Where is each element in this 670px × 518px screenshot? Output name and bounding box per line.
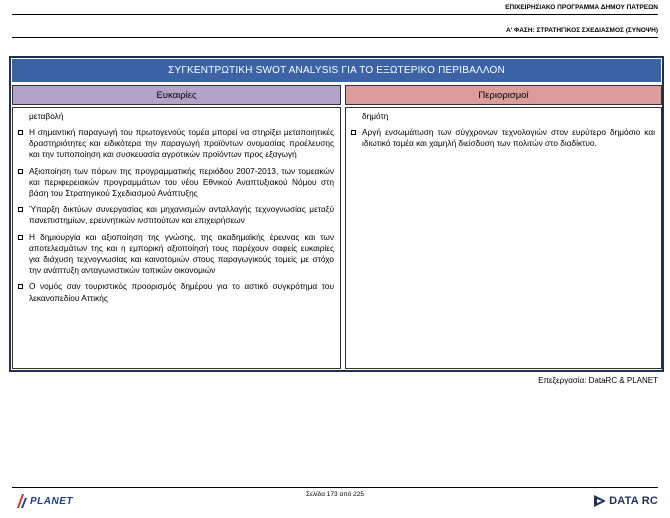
opportunity-text: Ο νομός σαν τουριστικός προορισμός δημέρου για το αστικό συγκρότημα του λεκανοπεδίου Αττικής	[29, 281, 334, 303]
constraint-text: Αργή ενσωμάτωση των σύγχρονων τεχνολογιών στον ευρύτερο δημόσιο και ιδιωτικό τομέα και χαμηλή διείσδυση των πολιτών στο διαδίκτυο.	[362, 127, 655, 149]
datarc-logo	[593, 492, 658, 510]
opportunity-item	[18, 166, 334, 200]
swot-table-title: ΣΥΓΚΕΝΤΡΩΤΙΚΗ SWOT ANALYSIS ΓΙΑ ΤΟ ΕΞΩΤΕΡΙΚΟ ΠΕΡΙΒΑΛΛΟΝ	[12, 59, 661, 82]
opportunity-item	[18, 127, 334, 161]
planet-logo-icon	[14, 493, 28, 509]
header-program-title: ΕΠΙΧΕΙΡΗΣΙΑΚΟ ΠΡΟΓΡΑΜΜΑ ΔΗΜΟΥ ΠΑΤΡΕΩΝ	[505, 4, 658, 11]
constraints-column	[345, 107, 662, 369]
bullet-square-icon	[18, 207, 23, 212]
page-number: Σελίδα 173 από 225	[306, 491, 364, 498]
opportunities-continued-text: μεταβολή	[29, 111, 64, 121]
constraints-continued-text: δημότη	[362, 111, 389, 121]
opportunity-text: Η σημαντική παραγωγή του πρωτογενούς τομέα μπορεί να στηρίξει μεταποιητικές δραστηριότητες και ειδικότερα την παραγωγή προϊόντων ονομασίας προέλευσης και την τυποποίηση και συσκευασία αγροτικών προϊόντων προς εξαγωγή	[29, 127, 334, 160]
bullet-square-icon	[351, 130, 356, 135]
opportunity-item	[18, 204, 334, 226]
source-note: Επεξεργασία: DataRC & PLANET	[538, 376, 658, 385]
constraints-heading: Περιορισμοί	[345, 85, 662, 105]
header-divider-bottom	[12, 37, 658, 38]
opportunities-heading: Ευκαιρίες	[12, 85, 341, 105]
opportunity-text: Ύπαρξη δικτύων συνεργασίας και μηχανισμών ανταλλαγής τεχνογνωσίας μεταξύ πανεπιστημίων, ερευνητικών ινστιτούτων και επιχειρήσεων	[29, 204, 334, 226]
opportunity-item	[18, 232, 334, 277]
datarc-logo-icon	[593, 493, 607, 509]
swot-table	[9, 56, 664, 372]
opportunity-item	[18, 281, 334, 303]
opportunity-text: Αξιοποίηση των πόρων της προγραμματικής περιόδου 2007-2013, των τομεακών και περιφερειακών προγραμμάτων του νέου Εθνικού Αναπτυξιακού Νόμου στη βάση του Στρατηγικού Σχεδιασμού Ανάπτυξης	[29, 165, 334, 199]
opportunities-column	[12, 107, 341, 369]
footer-divider	[12, 487, 658, 488]
planet-logo	[14, 492, 73, 510]
constraint-item	[351, 127, 655, 149]
datarc-logo-text: DATA RC	[609, 495, 658, 507]
bullet-square-icon	[18, 235, 23, 240]
bullet-square-icon	[18, 284, 23, 289]
header-divider-top	[12, 14, 658, 15]
bullet-square-icon	[18, 130, 23, 135]
bullet-square-icon	[18, 169, 23, 174]
planet-logo-text: PLANET	[30, 495, 73, 507]
header-phase-title: Α' ΦΑΣΗ: ΣΤΡΑΤΗΓΙΚΟΣ ΣΧΕΔΙΑΣΜΟΣ (ΣΥΝΟΨΗ)	[506, 27, 658, 34]
opportunity-text: Η δημιουργία και αξιοποίηση της γνώσης, της ακαδημαϊκής έρευνας και των αποτελεσμάτων της και η εμπορική αξιοποίησή τους παρέχουν σαφείς ευκαιρίες για διάχυση τεχνογνωσίας και καινοτομιών στους παραγωγικούς τομείς με στόχο την ανάπτυξη ανταγωνιστικών τοπικών οικονομιών	[29, 231, 334, 276]
